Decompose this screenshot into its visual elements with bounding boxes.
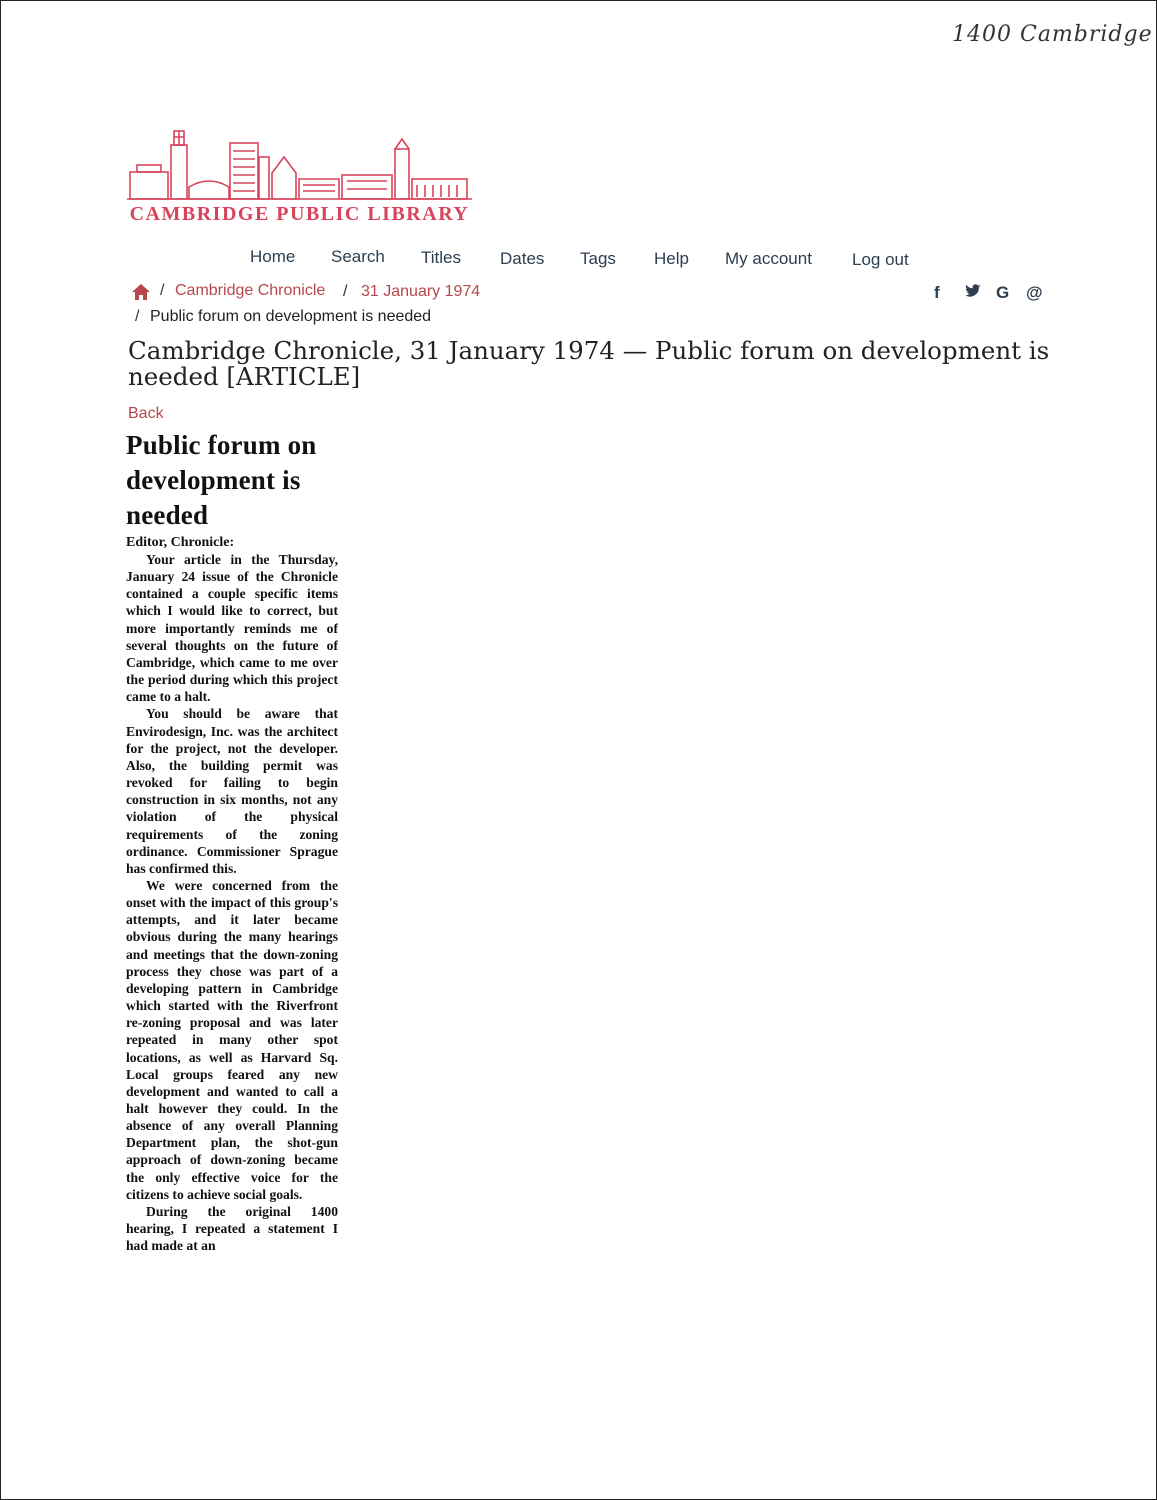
email-icon[interactable]: @ xyxy=(1026,283,1043,302)
breadcrumb-link-publication[interactable]: Cambridge Chronicle xyxy=(175,282,326,299)
breadcrumb-separator: / xyxy=(160,282,165,299)
breadcrumb-link-date[interactable]: 31 January 1974 xyxy=(361,283,481,300)
article-paragraph: We were concerned from the onset with the impact of this group's attempts, and it later became obvious during the many hearings and meetings that the down-zoning process they chose was part of a developing pattern in Cambridge which started with the Riverfront re-zoning proposal and was later repeated in many other spot locations, as well as Harvard Sq. Local groups feared any new development and wanted to call a halt however they could. In the absence of any overall Planning Department plan, the shot-gun approach of down-zoning became the only effective voice for the citizens to achieve social goals. xyxy=(126,877,338,1202)
twitter-icon[interactable] xyxy=(965,284,981,302)
nav-tags[interactable]: Tags xyxy=(580,249,616,268)
breadcrumb-separator: / xyxy=(135,308,140,325)
back-link[interactable]: Back xyxy=(128,405,164,422)
article-paragraph: Your article in the Thursday, January 24 issue of the Chronicle contained a couple specific items which I would like to correct, but more importantly reminds me of several thoughts on the future of Cambridge, which came to me over the period during which this project came to a halt. xyxy=(126,552,338,705)
article-salutation: Editor, Chronicle: xyxy=(126,535,235,550)
nav-titles[interactable]: Titles xyxy=(421,248,461,267)
article-paragraph: You should be aware that Envirodesign, Inc. was the architect for the project, not the developer. Also, the building permit was revoked for failing to begin construction in six months, not any violation of the physical requirements of the zoning ordinance. Commissioner Sprague has confirmed this. xyxy=(126,706,338,876)
nav-log-out[interactable]: Log out xyxy=(852,250,909,269)
article-headline: Public forum on development is needed xyxy=(126,430,317,530)
library-skyline-icon xyxy=(127,127,472,207)
handwritten-annotation: 1400 Cambridge xyxy=(952,22,1153,47)
library-logo-text: CAMBRIDGE PUBLIC LIBRARY xyxy=(129,203,470,225)
home-icon[interactable] xyxy=(131,283,151,306)
facebook-icon[interactable]: f xyxy=(934,283,940,302)
breadcrumb-separator: / xyxy=(343,283,348,300)
google-icon[interactable]: G xyxy=(996,283,1010,302)
article-clipping xyxy=(126,428,338,1400)
nav-help[interactable]: Help xyxy=(654,249,689,268)
library-logo[interactable] xyxy=(127,127,472,227)
article-paragraph: During the original 1400 hearing, I repeated a statement I had made at an xyxy=(126,1203,338,1254)
nav-home[interactable]: Home xyxy=(250,247,296,266)
breadcrumb-current: Public forum on development is needed xyxy=(150,308,432,325)
page-title: Cambridge Chronicle, 31 January 1974 — Public forum on development is needed [ARTICLE] xyxy=(128,336,1050,391)
nav-dates[interactable]: Dates xyxy=(500,249,545,268)
nav-my-account[interactable]: My account xyxy=(725,249,812,268)
nav-search[interactable]: Search xyxy=(331,247,385,266)
